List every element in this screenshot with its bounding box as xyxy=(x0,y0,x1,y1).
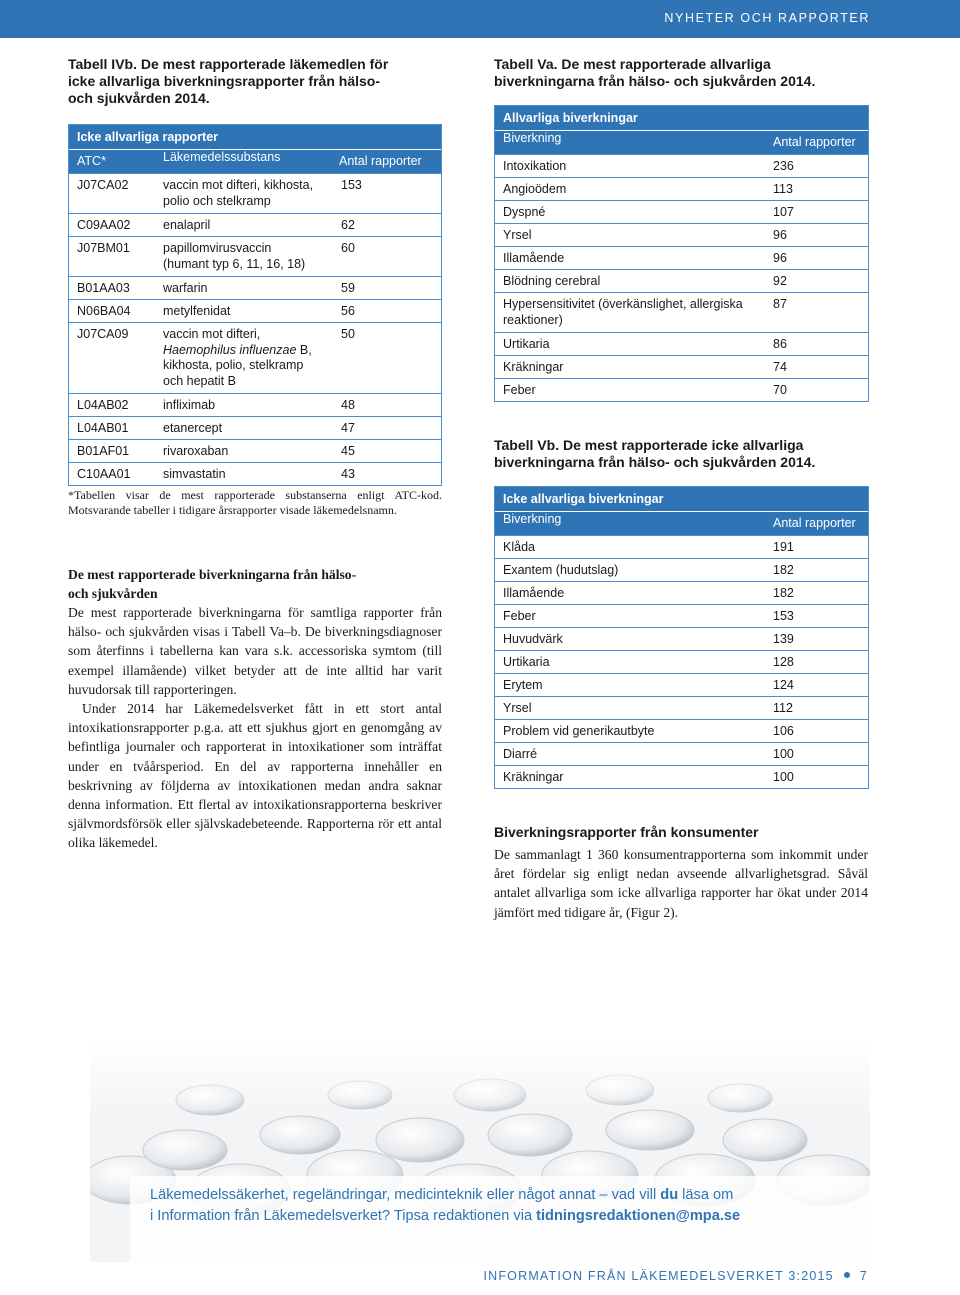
substance-cell xyxy=(163,421,222,437)
atc-code: B01AF01 xyxy=(77,444,130,458)
species-name: Haemophilus influenzae xyxy=(163,342,297,357)
report-count: 124 xyxy=(773,678,794,692)
atc-code: L04AB02 xyxy=(77,398,129,412)
report-count: 59 xyxy=(341,281,355,295)
table-row xyxy=(495,650,868,673)
adverse-reaction-line: Diarré xyxy=(503,747,538,761)
substance-cell xyxy=(163,241,305,272)
substance-line: infliximab xyxy=(163,398,216,412)
report-count: 107 xyxy=(773,205,794,219)
atc-code: B01AA03 xyxy=(77,281,130,295)
adverse-reaction xyxy=(503,251,763,267)
adverse-reaction-line: Intoxikation xyxy=(503,159,567,173)
adverse-reaction xyxy=(503,609,763,625)
atc-code: J07CA02 xyxy=(77,178,129,192)
header-substance: Läkemedelssubstans xyxy=(163,150,281,164)
header-count: Antal rapporter xyxy=(339,154,422,168)
substance-line: Haemophilus influenzae B, xyxy=(163,342,312,357)
report-count: 100 xyxy=(773,747,794,761)
report-count: 182 xyxy=(773,563,794,577)
promo-line-2 xyxy=(150,1206,870,1227)
article-paragraph-2: Under 2014 har Läkemedelsverket fått in ett stort antal intoxikationsrapporter p.g.a. att ett sjukhus gjort en genomgång av befintliga journaler och rapporterat in intoxikationer som inträffat under en tvåårsperiod. En del av rapporterna innehåller en beskrivning av följderna av intoxikationen medan andra saknar denna information. Ett flertal av intoxikationsrapporterna beskriver självmordsförsök eller självskadebeteende. Rapporterna rör ett antal olika läkemedel. xyxy=(68,701,442,851)
table-row xyxy=(495,200,868,223)
substance-cell xyxy=(163,327,312,389)
report-count: 56 xyxy=(341,304,355,318)
adverse-reaction xyxy=(503,182,763,198)
table-row xyxy=(495,558,868,581)
table-va-title-line: biverkningarna från hälso- och sjukvården 2014. xyxy=(494,73,816,89)
adverse-reaction xyxy=(503,274,763,290)
adverse-reaction-line: Feber xyxy=(503,609,536,623)
adverse-reaction-line: Klåda xyxy=(503,540,535,554)
report-count: 45 xyxy=(341,444,355,458)
table-row xyxy=(495,719,868,742)
header-bar xyxy=(0,0,960,38)
substance-cell xyxy=(163,467,226,483)
atc-code: N06BA04 xyxy=(77,304,131,318)
substance-line: simvastatin xyxy=(163,467,226,481)
report-count: 106 xyxy=(773,724,794,738)
atc-code: C09AA02 xyxy=(77,218,131,232)
report-count: 87 xyxy=(773,297,787,311)
report-count: 48 xyxy=(341,398,355,412)
table-row xyxy=(69,439,441,462)
adverse-reaction-line: Feber xyxy=(503,383,536,397)
consumer-heading: Biverkningsrapporter från konsumenter xyxy=(494,824,759,840)
adverse-reaction xyxy=(503,159,763,175)
consumer-paragraph: De sammanlagt 1 360 konsumentrapporterna som inkommit under året fördelar sig enligt nedan avseende allvarlighetsgrad. Såväl antalet allvarliga som icke allvarliga rapporter har ökat under 2014 jämfört med tidigare år, (Figur 2). xyxy=(494,847,868,920)
header-adverse-reaction: Biverkning xyxy=(503,512,562,526)
adverse-reaction-line: Huvudvärk xyxy=(503,632,563,646)
adverse-reaction xyxy=(503,678,763,694)
report-count: 153 xyxy=(773,609,794,623)
table-va-title-line: Tabell Va. De mest rapporterade allvarliga xyxy=(494,56,771,72)
table-row xyxy=(69,393,441,416)
atc-code: L04AB01 xyxy=(77,421,129,435)
table-row xyxy=(495,292,868,332)
section-label: NYHETER OCH RAPPORTER xyxy=(664,11,870,25)
substance-cell xyxy=(163,178,313,209)
table-vb-title-line: Tabell Vb. De mest rapporterade icke allvarliga xyxy=(494,437,804,453)
adverse-reaction-line: Exantem (hudutslag) xyxy=(503,563,619,577)
adverse-reaction xyxy=(503,540,763,556)
table-iv-caption: Icke allvarliga rapporter xyxy=(69,125,441,149)
table-row xyxy=(69,322,441,393)
adverse-reaction xyxy=(503,655,763,671)
header-count: Antal rapporter xyxy=(773,135,856,149)
report-count: 92 xyxy=(773,274,787,288)
promo-text-part: läsa om xyxy=(678,1187,734,1203)
report-count: 112 xyxy=(773,701,793,715)
adverse-reaction xyxy=(503,205,763,221)
header-atc: ATC* xyxy=(77,154,106,168)
table-va xyxy=(494,105,869,402)
report-count: 74 xyxy=(773,360,787,374)
report-count: 43 xyxy=(341,467,355,481)
promo-text xyxy=(150,1185,870,1226)
report-count: 70 xyxy=(773,383,787,397)
substance-line: vaccin mot difteri, xyxy=(163,327,261,341)
adverse-reaction-line: Kräkningar xyxy=(503,770,564,784)
table-va-header-row xyxy=(495,130,868,154)
table-row xyxy=(495,604,868,627)
table-row xyxy=(495,355,868,378)
adverse-reaction xyxy=(503,724,763,740)
substance-line: vaccin mot difteri, kikhosta, xyxy=(163,178,314,192)
substance-cell xyxy=(163,281,207,297)
adverse-reaction-line: Angioödem xyxy=(503,182,567,196)
editorial-email-link[interactable]: tidningsredaktionen@mpa.se xyxy=(536,1207,741,1224)
substance-line: metylfenidat xyxy=(163,304,231,318)
adverse-reaction-line: Illamående xyxy=(503,251,565,265)
table-row xyxy=(495,535,868,558)
report-count: 182 xyxy=(773,586,794,600)
table-vb-header-row xyxy=(495,511,868,535)
promo-line-1 xyxy=(150,1185,870,1206)
article-paragraph-1: De mest rapporterade biverkningarna för samtliga rapporter från hälso- och sjukvården visas i Tabell Va–b. De biverkningsdiagnoser som återfinns i tabellerna kan vara s.k. accessoriska symtom (till exempel illamående) vilket betyder att de inte alltid har varit huvudorsak till rapporteringen. xyxy=(68,605,442,697)
article-heading xyxy=(68,565,442,603)
adverse-reaction-line: Problem vid generikautbyte xyxy=(503,724,655,738)
atc-code: C10AA01 xyxy=(77,467,131,481)
atc-code: J07CA09 xyxy=(77,327,129,341)
header-count: Antal rapporter xyxy=(773,516,856,530)
table-row xyxy=(69,173,441,213)
report-count: 128 xyxy=(773,655,794,669)
substance-line: kikhosta, polio, stelkramp xyxy=(163,358,304,372)
table-row xyxy=(495,378,868,401)
atc-code: J07BM01 xyxy=(77,241,130,255)
report-count: 191 xyxy=(773,540,794,554)
promo-text-part: Läkemedelssäkerhet, regeländringar, medicinteknik eller något annat – vad vill xyxy=(150,1187,661,1203)
separator-dot-icon xyxy=(844,1272,850,1278)
adverse-reaction-line: Blödning cerebral xyxy=(503,274,601,288)
report-count: 50 xyxy=(341,327,355,341)
adverse-reaction xyxy=(503,770,763,786)
table-iv-footnote: *Tabellen visar de mest rapporterade substanserna enligt ATC-kod. Motsvarande tabeller i tidigare årsrapporter visade läkemedelsnamn. xyxy=(68,488,442,517)
adverse-reaction-line: reaktioner) xyxy=(503,312,563,327)
report-count: 100 xyxy=(773,770,794,784)
adverse-reaction xyxy=(503,360,763,376)
substance-line: polio och stelkramp xyxy=(163,193,271,208)
adverse-reaction xyxy=(503,228,763,244)
report-count: 60 xyxy=(341,241,355,255)
table-row xyxy=(495,696,868,719)
table-vb-caption: Icke allvarliga biverkningar xyxy=(495,487,868,511)
adverse-reaction-line: Erytem xyxy=(503,678,543,692)
substance-cell xyxy=(163,444,228,460)
adverse-reaction xyxy=(503,383,763,399)
adverse-reaction-line: Urtikaria xyxy=(503,655,550,669)
report-count: 153 xyxy=(341,178,362,192)
page-footer xyxy=(483,1269,868,1283)
report-count: 96 xyxy=(773,251,787,265)
table-row xyxy=(495,154,868,177)
pills-illustration xyxy=(90,1040,870,1262)
report-count: 86 xyxy=(773,337,787,351)
adverse-reaction-line: Yrsel xyxy=(503,228,532,242)
adverse-reaction-line: Yrsel xyxy=(503,701,532,715)
adverse-reaction xyxy=(503,563,763,579)
table-iv-title-line: icke allvarliga biverkningsrapporter från hälso- xyxy=(68,73,380,89)
table-vb xyxy=(494,486,869,789)
publication-title: INFORMATION FRÅN LÄKEMEDELSVERKET 3:2015 xyxy=(483,1269,834,1283)
table-iv-title xyxy=(68,56,388,107)
table-iv-title-line: Tabell IVb. De mest rapporterade läkemedlen för xyxy=(68,56,389,72)
table-iv-header-row xyxy=(69,149,441,173)
report-count: 47 xyxy=(341,421,355,435)
header-adverse-reaction: Biverkning xyxy=(503,131,562,145)
table-iv-title-line: och sjukvården 2014. xyxy=(68,90,210,106)
report-count: 96 xyxy=(773,228,787,242)
table-row xyxy=(495,246,868,269)
table-row xyxy=(69,462,441,485)
table-row xyxy=(495,673,868,696)
adverse-reaction xyxy=(503,586,763,602)
report-count: 113 xyxy=(773,182,793,196)
substance-line: rivaroxaban xyxy=(163,444,229,458)
adverse-reaction-line: Illamående xyxy=(503,586,565,600)
table-row xyxy=(69,276,441,299)
table-row xyxy=(69,299,441,322)
promo-text-part: i Information från Läkemedelsverket? Tipsa redaktionen via xyxy=(150,1207,537,1224)
table-row xyxy=(69,416,441,439)
substance-cell xyxy=(163,218,210,234)
report-count: 62 xyxy=(341,218,355,232)
table-iv xyxy=(68,124,442,486)
table-row xyxy=(495,742,868,765)
table-row xyxy=(495,223,868,246)
table-vb-title xyxy=(494,437,815,471)
adverse-reaction xyxy=(503,747,763,763)
table-row xyxy=(495,627,868,650)
substance-line: papillomvirusvaccin xyxy=(163,241,272,255)
table-row xyxy=(495,269,868,292)
substance-line: warfarin xyxy=(163,281,208,295)
table-row xyxy=(69,236,441,276)
article-heading-line: och sjukvården xyxy=(68,586,158,602)
substance-line: och hepatit B xyxy=(163,373,236,388)
pills-photo xyxy=(90,1040,870,1262)
table-va-caption: Allvarliga biverkningar xyxy=(495,106,868,130)
page-number: 7 xyxy=(859,1269,868,1283)
adverse-reaction-line: Hypersensitivitet (överkänslighet, allergiska xyxy=(503,297,743,311)
table-vb-title-line: biverkningarna från hälso- och sjukvården 2014. xyxy=(494,454,816,470)
substance-cell xyxy=(163,304,230,320)
adverse-reaction-line: Kräkningar xyxy=(503,360,564,374)
adverse-reaction-line: Urtikaria xyxy=(503,337,550,351)
table-row xyxy=(495,581,868,604)
substance-line: (humant typ 6, 11, 16, 18) xyxy=(163,256,306,271)
table-row xyxy=(495,765,868,788)
adverse-reaction xyxy=(503,701,763,717)
substance-cell xyxy=(163,398,215,414)
table-row xyxy=(495,177,868,200)
report-count: 236 xyxy=(773,159,794,173)
substance-line: enalapril xyxy=(163,218,211,232)
substance-line: etanercept xyxy=(163,421,223,435)
adverse-reaction xyxy=(503,297,763,328)
adverse-reaction xyxy=(503,632,763,648)
article-heading-line: De mest rapporterade biverkningarna från hälso- xyxy=(68,567,357,582)
promo-emphasis: du xyxy=(660,1187,679,1203)
adverse-reaction xyxy=(503,337,763,353)
table-row xyxy=(69,213,441,236)
table-row xyxy=(495,332,868,355)
table-va-title xyxy=(494,56,815,90)
adverse-reaction-line: Dyspné xyxy=(503,205,546,219)
report-count: 139 xyxy=(773,632,794,646)
